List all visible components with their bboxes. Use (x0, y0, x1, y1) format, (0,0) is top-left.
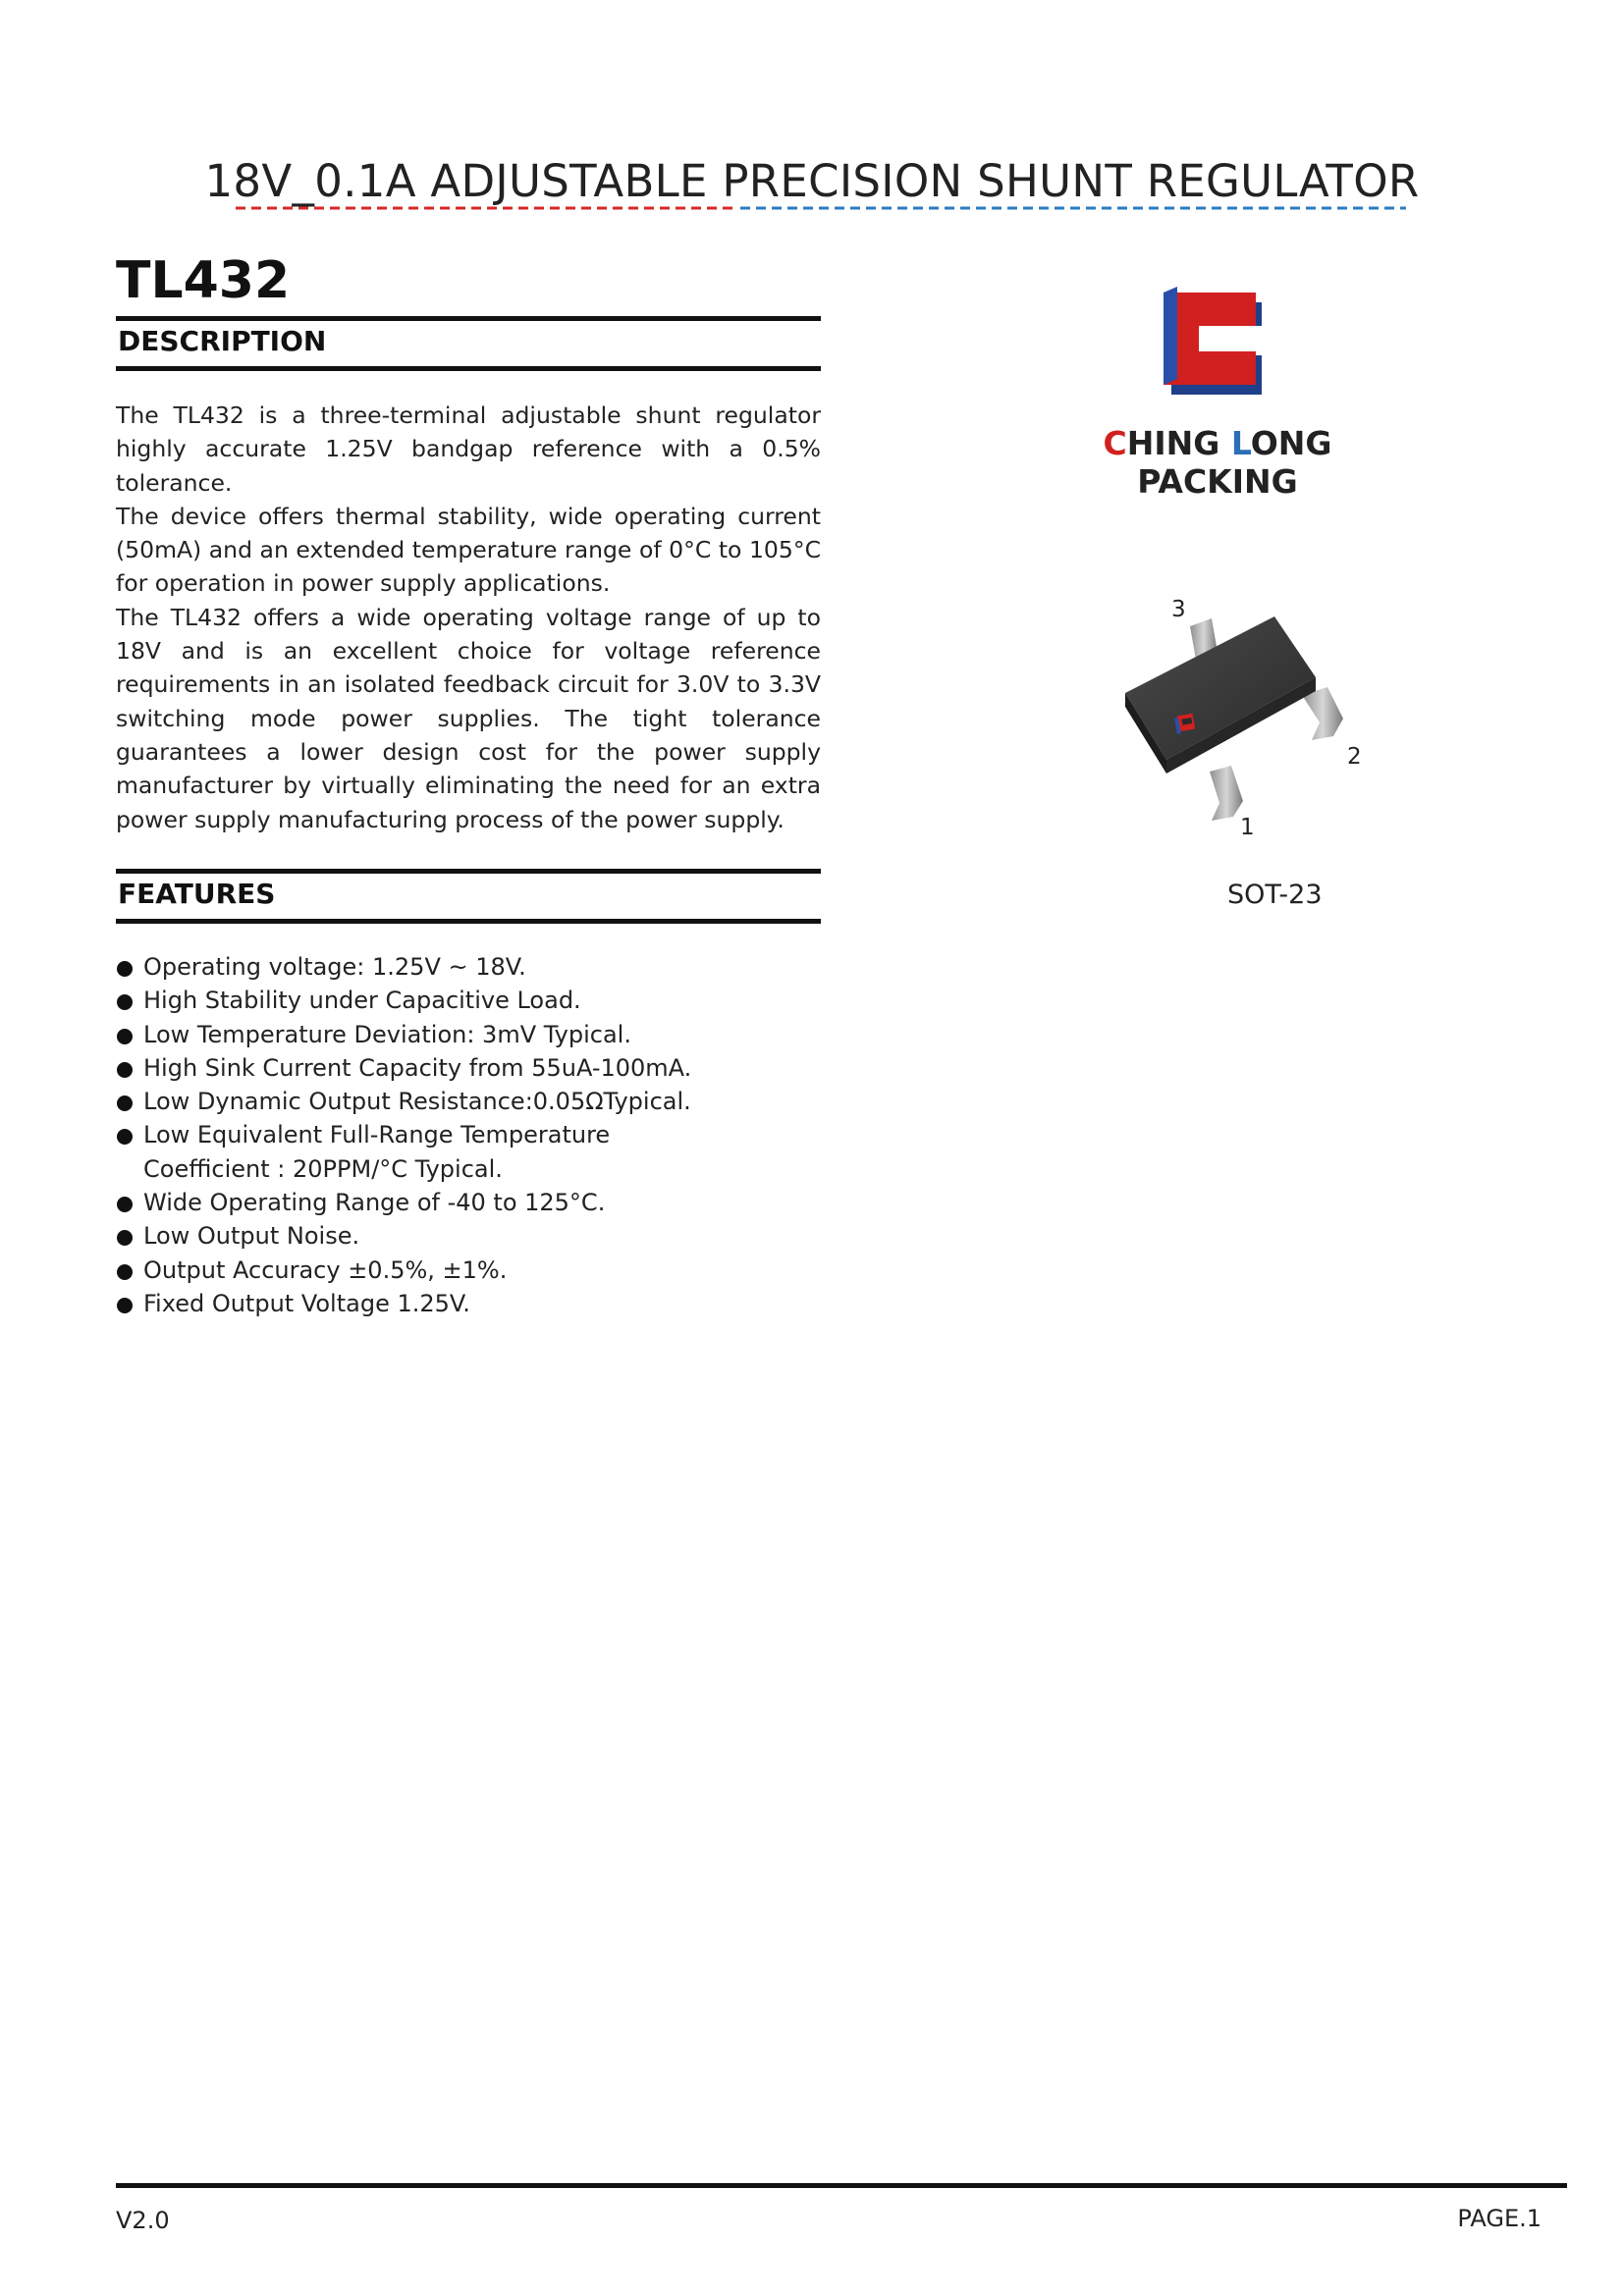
footer-version: V2.0 (116, 2207, 170, 2234)
description-body (116, 399, 821, 836)
feature-item: Wide Operating Range of -40 to 125°C. (116, 1186, 882, 1219)
feature-item: Low Equivalent Full-Range Temperature Coefficient : 20PPM/°C Typical. (116, 1118, 882, 1186)
bullet-icon (117, 1095, 133, 1111)
description-paragraph: The TL432 is a three-terminal adjustable shunt regulator highly accurate 1.25V bandgap reference with a 0.5% tolerance. (116, 401, 821, 497)
brand-name: CHING LONG PACKING (1103, 424, 1332, 501)
bullet-icon (117, 1129, 133, 1145)
bullet-icon (117, 1029, 133, 1044)
feature-item: High Sink Current Capacity from 55uA-100mA. (116, 1051, 882, 1085)
feature-item: Low Output Noise. (116, 1219, 882, 1253)
bullet-icon (117, 1298, 133, 1313)
sot23-package-image (1110, 579, 1404, 854)
feature-item: Output Accuracy ±0.5%, ±1%. (116, 1254, 882, 1287)
features-section-header (116, 869, 821, 924)
footer-page-number: PAGE.1 (1457, 2205, 1542, 2232)
footer-rule (116, 2183, 1567, 2188)
document-title: 18V_0.1A ADJUSTABLE PRECISION SHUNT REGULATOR (204, 155, 1420, 207)
header-dashed-rule (236, 206, 1406, 210)
feature-item: Operating voltage: 1.25V ~ 18V. (116, 950, 882, 984)
pin-3-label: 3 (1171, 597, 1186, 622)
feature-item: High Stability under Capacitive Load. (116, 984, 882, 1017)
pin-1-label: 1 (1240, 815, 1255, 840)
features-list (116, 950, 882, 1320)
bullet-icon (117, 1264, 133, 1280)
pin-2-label: 2 (1347, 744, 1362, 770)
description-heading: DESCRIPTION (118, 325, 327, 357)
features-heading: FEATURES (118, 878, 276, 910)
bullet-icon (117, 994, 133, 1010)
bullet-icon (117, 1197, 133, 1212)
bullet-icon (117, 1062, 133, 1078)
description-paragraph: The TL432 offers a wide operating voltage range of up to 18V and is an excellent choice for voltage reference requirements in an isolated feedback circuit for 3.0V to 3.3V switching mode power supplies. The tight tolerance guarantees a lower design cost for the power supply manufacturer by virtually eliminating the need for an extra power supply manufacturing process of the power supply. (116, 603, 821, 833)
feature-item: Low Dynamic Output Resistance:0.05ΩTypical. (116, 1085, 882, 1118)
description-paragraph: The device offers thermal stability, wide operating current (50mA) and an extended temperature range of 0°C to 105°C for operation in power supply applications. (116, 502, 821, 598)
feature-item-continuation: Coefficient : 20PPM/°C Typical. (143, 1154, 503, 1183)
feature-item: Fixed Output Voltage 1.25V. (116, 1287, 882, 1320)
package-caption: SOT-23 (1227, 880, 1323, 910)
bullet-icon (117, 1230, 133, 1246)
description-section-header (116, 316, 821, 371)
product-name: TL432 (116, 251, 291, 310)
feature-item: Low Temperature Deviation: 3mV Typical. (116, 1018, 882, 1051)
brand-logo-icon (1162, 287, 1270, 397)
bullet-icon (117, 961, 133, 977)
